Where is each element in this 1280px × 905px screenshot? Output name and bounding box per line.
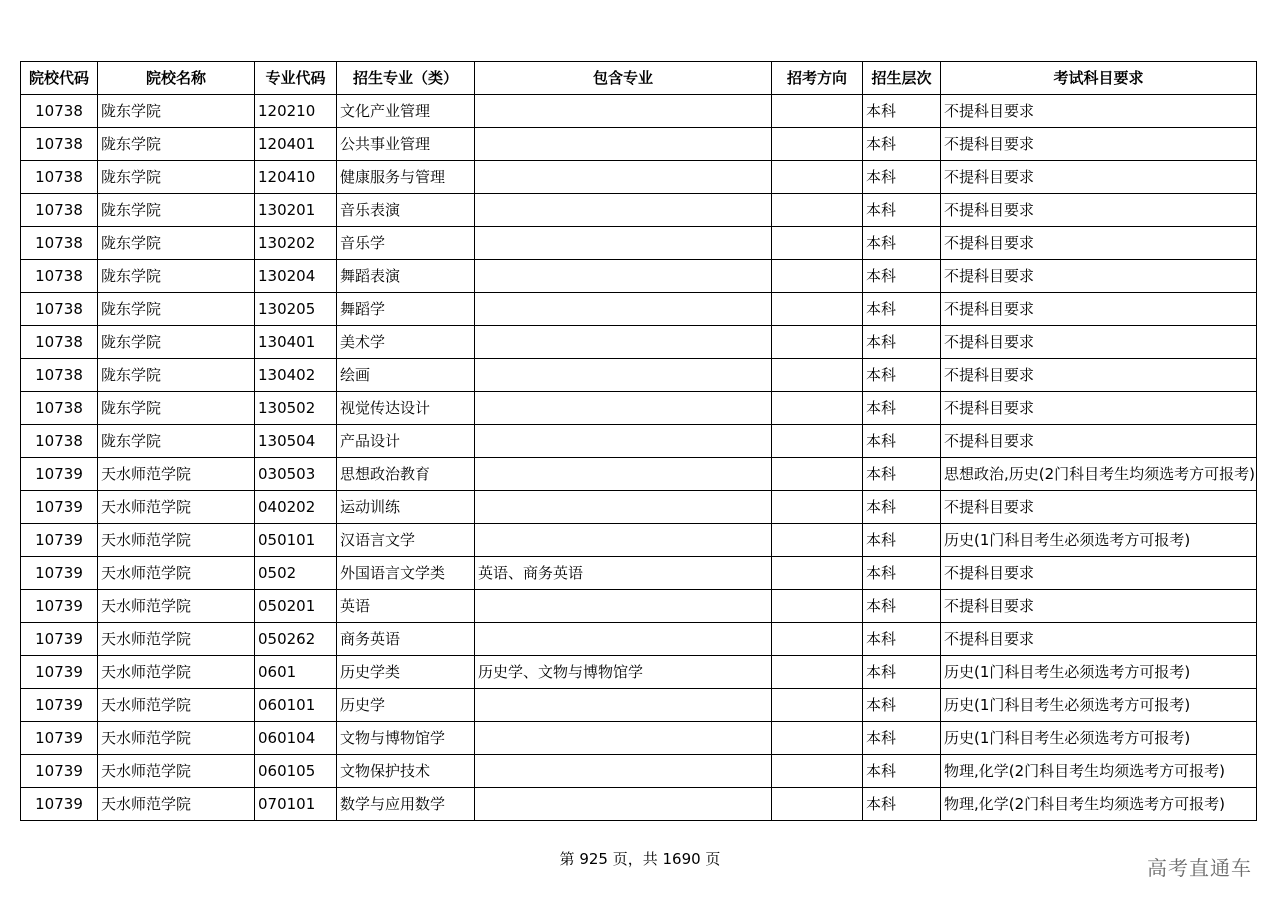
cell-school-code: 10738 <box>21 326 98 359</box>
cell-level: 本科 <box>863 689 941 722</box>
cell-requirement: 历史(1门科目考生必须选考方可报考) <box>941 722 1257 755</box>
cell-direction <box>772 755 863 788</box>
cell-direction <box>772 227 863 260</box>
cell-requirement: 不提科目要求 <box>941 425 1257 458</box>
cell-included-majors: 历史学、文物与博物馆学 <box>475 656 772 689</box>
cell-school-name: 天水师范学院 <box>98 689 255 722</box>
cell-direction <box>772 359 863 392</box>
cell-requirement: 不提科目要求 <box>941 491 1257 524</box>
cell-direction <box>772 788 863 821</box>
cell-school-code: 10739 <box>21 524 98 557</box>
cell-included-majors <box>475 293 772 326</box>
cell-included-majors <box>475 359 772 392</box>
cell-included-majors <box>475 689 772 722</box>
cell-school-name: 天水师范学院 <box>98 590 255 623</box>
cell-major: 文化产业管理 <box>337 95 475 128</box>
cell-requirement: 思想政治,历史(2门科目考生均须选考方可报考) <box>941 458 1257 491</box>
table-row <box>21 161 1257 194</box>
table-row <box>21 359 1257 392</box>
header-row <box>21 62 1257 95</box>
cell-direction <box>772 161 863 194</box>
cell-direction <box>772 293 863 326</box>
cell-requirement: 不提科目要求 <box>941 194 1257 227</box>
cell-school-code: 10739 <box>21 755 98 788</box>
cell-level: 本科 <box>863 722 941 755</box>
cell-level: 本科 <box>863 260 941 293</box>
admissions-table <box>20 61 1257 821</box>
table-header <box>21 62 1257 95</box>
cell-school-name: 天水师范学院 <box>98 788 255 821</box>
cell-requirement: 不提科目要求 <box>941 227 1257 260</box>
cell-included-majors <box>475 128 772 161</box>
cell-school-name: 天水师范学院 <box>98 491 255 524</box>
cell-school-code: 10738 <box>21 425 98 458</box>
cell-school-code: 10738 <box>21 95 98 128</box>
cell-school-code: 10738 <box>21 227 98 260</box>
cell-school-code: 10738 <box>21 359 98 392</box>
cell-major-code: 130205 <box>255 293 337 326</box>
cell-school-code: 10738 <box>21 392 98 425</box>
header-school-name: 院校名称 <box>98 62 255 95</box>
cell-school-name: 天水师范学院 <box>98 656 255 689</box>
cell-requirement: 不提科目要求 <box>941 326 1257 359</box>
header-level: 招生层次 <box>863 62 941 95</box>
cell-included-majors <box>475 194 772 227</box>
cell-included-majors <box>475 425 772 458</box>
cell-major: 产品设计 <box>337 425 475 458</box>
cell-included-majors <box>475 755 772 788</box>
cell-requirement: 不提科目要求 <box>941 623 1257 656</box>
cell-major: 运动训练 <box>337 491 475 524</box>
cell-school-name: 陇东学院 <box>98 194 255 227</box>
cell-major: 美术学 <box>337 326 475 359</box>
cell-included-majors: 英语、商务英语 <box>475 557 772 590</box>
table-row <box>21 689 1257 722</box>
cell-level: 本科 <box>863 425 941 458</box>
cell-school-code: 10738 <box>21 260 98 293</box>
cell-major: 商务英语 <box>337 623 475 656</box>
cell-school-code: 10739 <box>21 458 98 491</box>
cell-included-majors <box>475 722 772 755</box>
cell-major-code: 120401 <box>255 128 337 161</box>
table-row <box>21 458 1257 491</box>
cell-major: 文物与博物馆学 <box>337 722 475 755</box>
cell-major: 视觉传达设计 <box>337 392 475 425</box>
table-row <box>21 392 1257 425</box>
cell-direction <box>772 524 863 557</box>
cell-major-code: 120210 <box>255 95 337 128</box>
cell-level: 本科 <box>863 491 941 524</box>
cell-major-code: 130402 <box>255 359 337 392</box>
cell-requirement: 不提科目要求 <box>941 359 1257 392</box>
table-row <box>21 755 1257 788</box>
cell-direction <box>772 623 863 656</box>
cell-school-name: 陇东学院 <box>98 128 255 161</box>
cell-major: 健康服务与管理 <box>337 161 475 194</box>
cell-major: 数学与应用数学 <box>337 788 475 821</box>
cell-school-code: 10739 <box>21 557 98 590</box>
table-row <box>21 524 1257 557</box>
cell-school-name: 天水师范学院 <box>98 623 255 656</box>
table-row <box>21 194 1257 227</box>
cell-major: 公共事业管理 <box>337 128 475 161</box>
cell-major: 历史学 <box>337 689 475 722</box>
cell-level: 本科 <box>863 524 941 557</box>
cell-included-majors <box>475 458 772 491</box>
cell-school-code: 10738 <box>21 128 98 161</box>
header-major-code: 专业代码 <box>255 62 337 95</box>
cell-requirement: 不提科目要求 <box>941 161 1257 194</box>
cell-school-code: 10739 <box>21 590 98 623</box>
cell-major-code: 050101 <box>255 524 337 557</box>
cell-requirement: 物理,化学(2门科目考生均须选考方可报考) <box>941 755 1257 788</box>
cell-level: 本科 <box>863 326 941 359</box>
cell-included-majors <box>475 392 772 425</box>
cell-direction <box>772 194 863 227</box>
cell-direction <box>772 491 863 524</box>
cell-major: 外国语言文学类 <box>337 557 475 590</box>
cell-level: 本科 <box>863 590 941 623</box>
cell-requirement: 历史(1门科目考生必须选考方可报考) <box>941 656 1257 689</box>
table-row <box>21 326 1257 359</box>
cell-direction <box>772 722 863 755</box>
table-row <box>21 788 1257 821</box>
cell-major-code: 130401 <box>255 326 337 359</box>
cell-included-majors <box>475 326 772 359</box>
cell-school-name: 天水师范学院 <box>98 755 255 788</box>
cell-major: 音乐表演 <box>337 194 475 227</box>
cell-major: 思想政治教育 <box>337 458 475 491</box>
cell-included-majors <box>475 95 772 128</box>
cell-requirement: 不提科目要求 <box>941 392 1257 425</box>
cell-school-name: 陇东学院 <box>98 326 255 359</box>
cell-major-code: 130502 <box>255 392 337 425</box>
cell-school-name: 陇东学院 <box>98 425 255 458</box>
table-row <box>21 227 1257 260</box>
cell-direction <box>772 326 863 359</box>
table-row <box>21 557 1257 590</box>
header-major: 招生专业（类） <box>337 62 475 95</box>
cell-level: 本科 <box>863 392 941 425</box>
cell-direction <box>772 557 863 590</box>
table-row <box>21 656 1257 689</box>
table-row <box>21 95 1257 128</box>
cell-included-majors <box>475 161 772 194</box>
header-requirement: 考试科目要求 <box>941 62 1257 95</box>
cell-level: 本科 <box>863 458 941 491</box>
cell-major: 汉语言文学 <box>337 524 475 557</box>
cell-major-code: 030503 <box>255 458 337 491</box>
table-row <box>21 128 1257 161</box>
cell-school-code: 10739 <box>21 722 98 755</box>
cell-level: 本科 <box>863 359 941 392</box>
cell-major-code: 040202 <box>255 491 337 524</box>
cell-major: 绘画 <box>337 359 475 392</box>
table-row <box>21 491 1257 524</box>
header-included-majors: 包含专业 <box>475 62 772 95</box>
cell-major: 舞蹈学 <box>337 293 475 326</box>
cell-major-code: 060105 <box>255 755 337 788</box>
cell-included-majors <box>475 590 772 623</box>
table-body <box>21 95 1257 821</box>
cell-major-code: 0601 <box>255 656 337 689</box>
cell-major: 文物保护技术 <box>337 755 475 788</box>
cell-major: 舞蹈表演 <box>337 260 475 293</box>
cell-school-name: 陇东学院 <box>98 161 255 194</box>
cell-level: 本科 <box>863 128 941 161</box>
cell-requirement: 不提科目要求 <box>941 260 1257 293</box>
cell-direction <box>772 260 863 293</box>
cell-level: 本科 <box>863 161 941 194</box>
cell-major-code: 130204 <box>255 260 337 293</box>
cell-requirement: 不提科目要求 <box>941 590 1257 623</box>
cell-level: 本科 <box>863 293 941 326</box>
cell-requirement: 物理,化学(2门科目考生均须选考方可报考) <box>941 788 1257 821</box>
cell-school-name: 陇东学院 <box>98 95 255 128</box>
cell-major-code: 050201 <box>255 590 337 623</box>
cell-direction <box>772 392 863 425</box>
cell-level: 本科 <box>863 755 941 788</box>
table-row <box>21 425 1257 458</box>
cell-major-code: 060101 <box>255 689 337 722</box>
cell-requirement: 历史(1门科目考生必须选考方可报考) <box>941 689 1257 722</box>
cell-major-code: 130201 <box>255 194 337 227</box>
cell-direction <box>772 590 863 623</box>
cell-direction <box>772 95 863 128</box>
cell-school-name: 陇东学院 <box>98 260 255 293</box>
cell-level: 本科 <box>863 95 941 128</box>
cell-direction <box>772 425 863 458</box>
cell-major: 历史学类 <box>337 656 475 689</box>
cell-included-majors <box>475 524 772 557</box>
table-row <box>21 623 1257 656</box>
cell-school-code: 10739 <box>21 623 98 656</box>
cell-requirement: 不提科目要求 <box>941 128 1257 161</box>
cell-school-name: 陇东学院 <box>98 392 255 425</box>
cell-school-name: 陇东学院 <box>98 227 255 260</box>
header-direction: 招考方向 <box>772 62 863 95</box>
cell-school-name: 天水师范学院 <box>98 458 255 491</box>
header-school-code: 院校代码 <box>21 62 98 95</box>
cell-direction <box>772 128 863 161</box>
cell-included-majors <box>475 491 772 524</box>
cell-level: 本科 <box>863 623 941 656</box>
cell-direction <box>772 458 863 491</box>
cell-included-majors <box>475 227 772 260</box>
cell-major-code: 0502 <box>255 557 337 590</box>
cell-school-code: 10739 <box>21 656 98 689</box>
cell-major-code: 130202 <box>255 227 337 260</box>
cell-included-majors <box>475 788 772 821</box>
table-row <box>21 260 1257 293</box>
cell-direction <box>772 656 863 689</box>
cell-school-code: 10738 <box>21 194 98 227</box>
cell-school-code: 10739 <box>21 491 98 524</box>
cell-level: 本科 <box>863 656 941 689</box>
cell-school-code: 10739 <box>21 788 98 821</box>
cell-school-name: 天水师范学院 <box>98 722 255 755</box>
cell-school-code: 10738 <box>21 161 98 194</box>
cell-included-majors <box>475 260 772 293</box>
cell-level: 本科 <box>863 194 941 227</box>
cell-level: 本科 <box>863 227 941 260</box>
cell-requirement: 不提科目要求 <box>941 95 1257 128</box>
cell-requirement: 历史(1门科目考生必须选考方可报考) <box>941 524 1257 557</box>
cell-major-code: 070101 <box>255 788 337 821</box>
cell-major: 英语 <box>337 590 475 623</box>
cell-requirement: 不提科目要求 <box>941 557 1257 590</box>
cell-school-code: 10738 <box>21 293 98 326</box>
cell-school-code: 10739 <box>21 689 98 722</box>
cell-school-name: 天水师范学院 <box>98 524 255 557</box>
cell-major-code: 130504 <box>255 425 337 458</box>
cell-major-code: 050262 <box>255 623 337 656</box>
cell-direction <box>772 689 863 722</box>
cell-requirement: 不提科目要求 <box>941 293 1257 326</box>
cell-major-code: 120410 <box>255 161 337 194</box>
watermark-text: 高考直通车 <box>1147 856 1252 880</box>
cell-school-name: 陇东学院 <box>98 293 255 326</box>
table-row <box>21 590 1257 623</box>
table-row <box>21 293 1257 326</box>
cell-major-code: 060104 <box>255 722 337 755</box>
cell-major: 音乐学 <box>337 227 475 260</box>
cell-school-name: 陇东学院 <box>98 359 255 392</box>
table-row <box>21 722 1257 755</box>
cell-level: 本科 <box>863 557 941 590</box>
page-footer: 第 925 页，共 1690 页 <box>559 850 721 868</box>
cell-level: 本科 <box>863 788 941 821</box>
cell-included-majors <box>475 623 772 656</box>
cell-school-name: 天水师范学院 <box>98 557 255 590</box>
